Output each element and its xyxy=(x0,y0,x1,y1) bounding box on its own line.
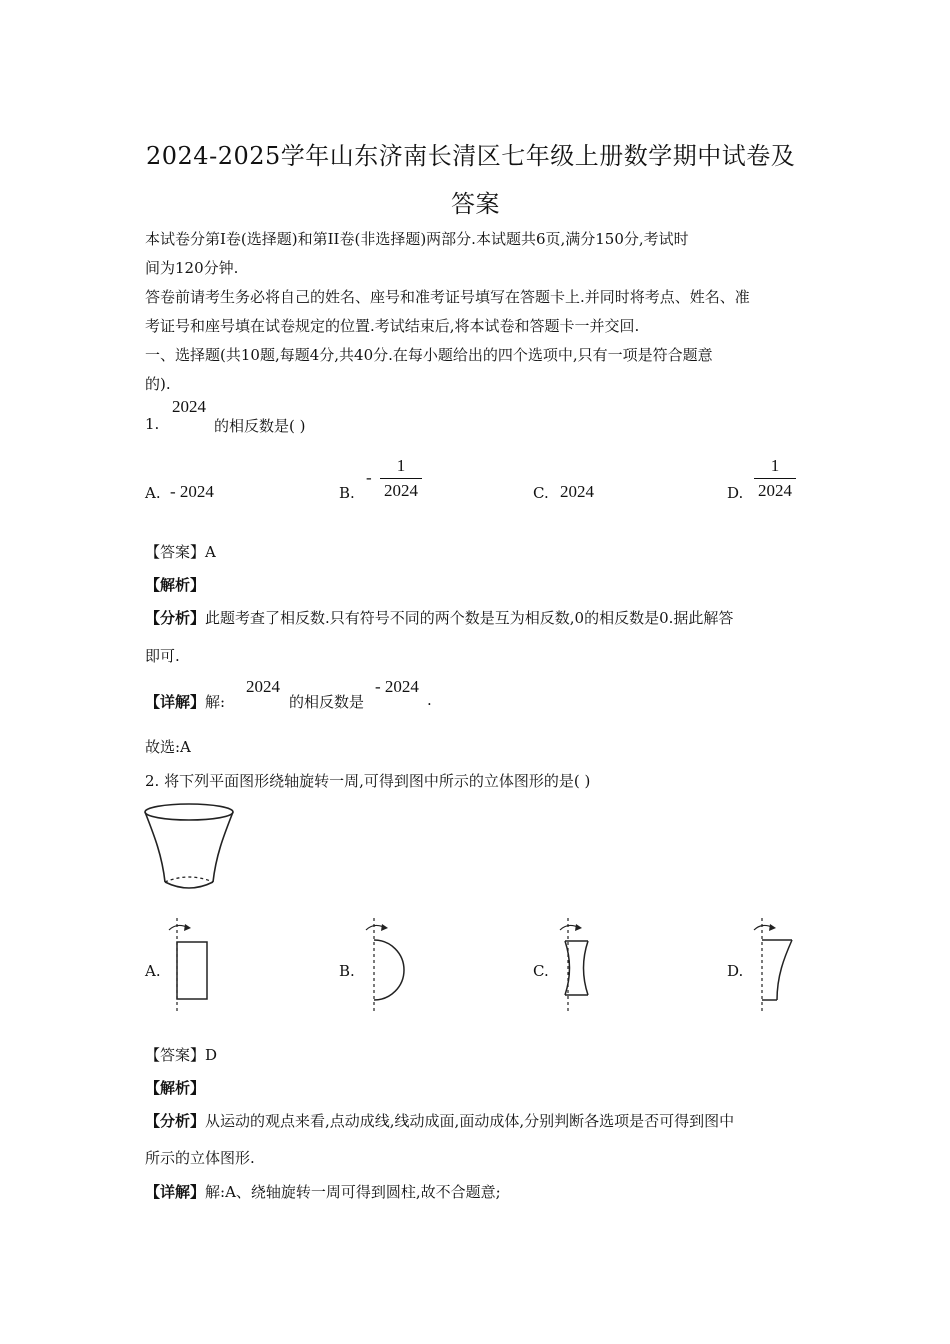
option-value: 2024 xyxy=(560,482,594,501)
detail-text xyxy=(145,1181,501,1202)
analysis-heading: 【解析】 xyxy=(145,576,206,594)
question-stem: 的相反数是( ) xyxy=(214,417,306,435)
section-heading: 一、选择题(共10题,每题4分,共40分.在每小题给出的四个选项中,只有一项是符合题意 xyxy=(145,346,713,364)
option-label: A. xyxy=(145,962,161,980)
answer: 【答案】A xyxy=(145,543,216,561)
math-expression: 2024 xyxy=(246,677,280,696)
math-expression: - 2024 xyxy=(375,677,419,696)
fraction xyxy=(380,456,422,501)
option-b-figure xyxy=(360,918,420,1018)
page-title-line2: 答案 xyxy=(451,190,500,218)
fraction-denominator: 2024 xyxy=(758,481,792,500)
option-d-figure xyxy=(750,918,800,1018)
analysis-tag: 【分析】 xyxy=(145,1112,206,1130)
analysis-text: 所示的立体图形. xyxy=(145,1149,255,1167)
detail-tag: 【详解】 xyxy=(145,1183,206,1201)
section-heading: 的). xyxy=(145,375,171,393)
option-label: C. xyxy=(533,484,549,502)
fraction-denominator: 2024 xyxy=(384,481,418,500)
option-label: D. xyxy=(727,962,744,980)
analysis-heading: 【解析】 xyxy=(145,1079,206,1097)
question-stem: 2. 将下列平面图形绕轴旋转一周,可得到图中所示的立体图形的是( ) xyxy=(145,772,591,790)
minus-sign: - xyxy=(366,468,372,487)
option-label: A. xyxy=(145,484,161,502)
analysis-tag: 【分析】 xyxy=(145,609,206,627)
detail-body: 解: xyxy=(205,693,226,711)
fraction-bar xyxy=(754,478,796,479)
page-title: 2024-2025学年山东济南长清区七年级上册数学期中试卷及 xyxy=(146,142,796,170)
detail-body: 的相反数是 xyxy=(289,693,365,711)
fraction-numerator: 1 xyxy=(396,456,406,475)
detail-body: 解:A、绕轴旋转一周可得到圆柱,故不合题意; xyxy=(205,1183,501,1201)
option-label: B. xyxy=(339,962,355,980)
option-label: D. xyxy=(727,484,744,502)
option-c-figure xyxy=(555,918,605,1018)
intro-text: 间为120分钟. xyxy=(145,259,239,277)
fraction xyxy=(754,456,796,501)
fraction-numerator: 1 xyxy=(770,456,780,475)
choose-text: 故选:A xyxy=(145,738,191,756)
analysis-text: 即可. xyxy=(145,647,180,665)
detail-end: . xyxy=(427,691,432,709)
solid-figure xyxy=(140,800,250,900)
intro-text: 答卷前请考生务必将自己的姓名、座号和准考证号填写在答题卡上.并同时将考点、姓名、准 xyxy=(145,288,750,306)
analysis-text xyxy=(145,607,733,628)
option-label: B. xyxy=(339,484,355,502)
analysis-body: 此题考查了相反数.只有符号不同的两个数是互为相反数,0的相反数是0.据此解答 xyxy=(205,609,734,627)
option-value: - 2024 xyxy=(170,482,214,501)
analysis-text xyxy=(145,1110,734,1131)
analysis-body: 从运动的观点来看,点动成线,线动成面,面动成体,分别判断各选项是否可得到图中 xyxy=(205,1112,735,1130)
detail-tag: 【详解】 xyxy=(145,693,206,711)
intro-text: 本试卷分第Ⅰ卷(选择题)和第II卷(非选择题)两部分.本试题共6页,满分150分,考试时 xyxy=(145,230,689,248)
question-number: 1. xyxy=(145,415,160,433)
intro-text: 考证号和座号填在试卷规定的位置.考试结束后,将本试卷和答题卡一并交回. xyxy=(145,317,640,335)
option-a-figure xyxy=(165,918,215,1018)
answer: 【答案】D xyxy=(145,1046,218,1064)
math-expression: 2024 xyxy=(172,397,206,416)
fraction-bar xyxy=(380,478,422,479)
detail-text xyxy=(145,691,225,712)
option-label: C. xyxy=(533,962,549,980)
